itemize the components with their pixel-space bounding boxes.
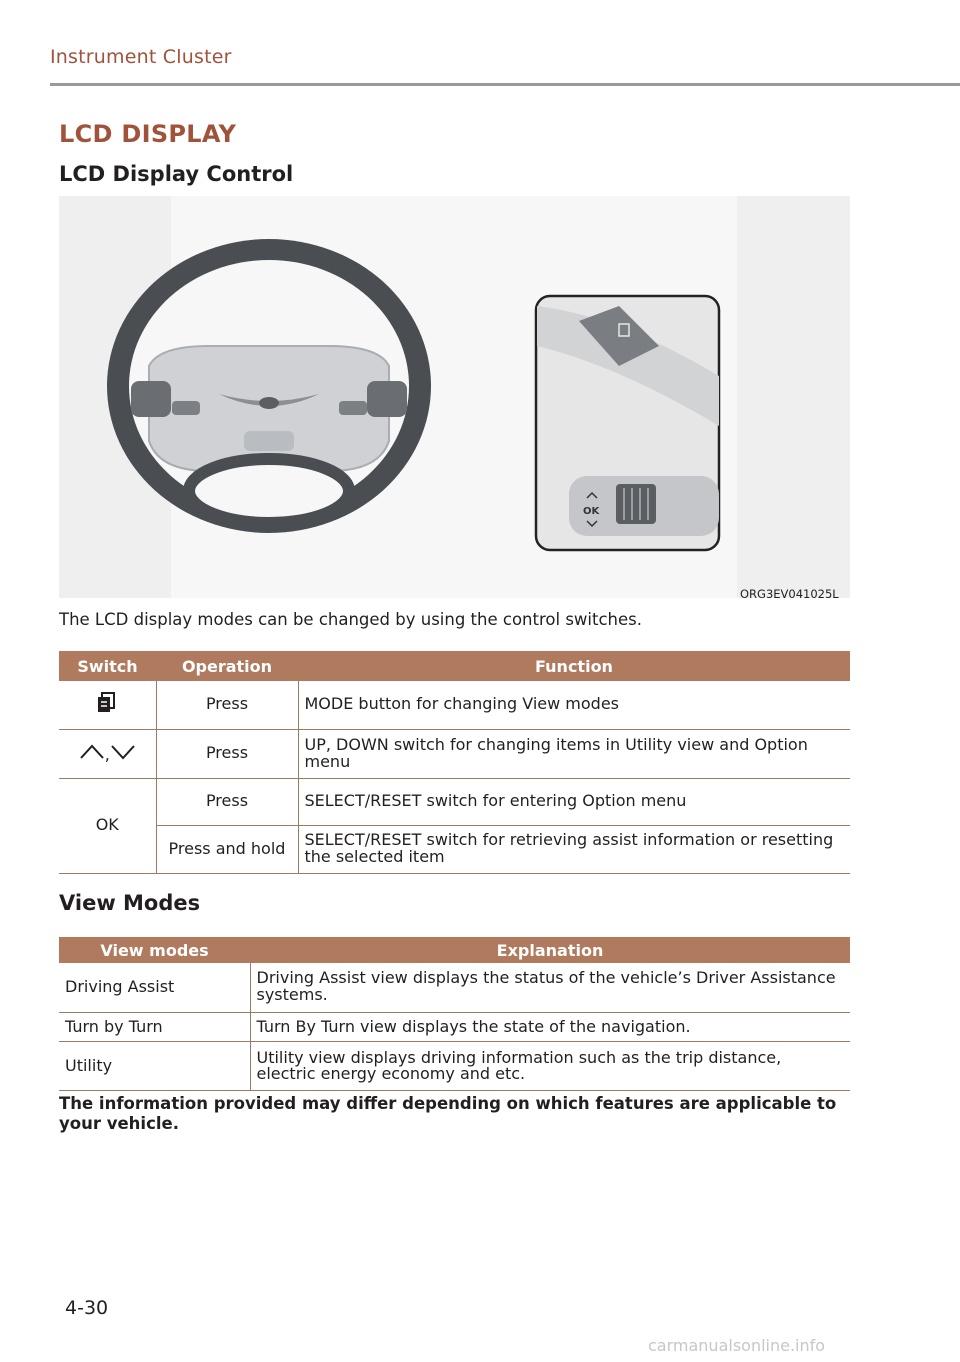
table-row <box>59 778 850 825</box>
switch-cell <box>59 681 156 729</box>
header-function: Function <box>298 651 850 681</box>
header-operation: Operation <box>156 651 298 681</box>
function-cell: UP, DOWN switch for changing items in Utility view and Option menu <box>298 729 850 778</box>
steering-wheel-figure <box>59 196 850 598</box>
header-divider <box>50 83 960 86</box>
figure-caption: ORG3EV041025L <box>740 587 839 601</box>
view-mode-explanation: Driving Assist view displays the status of the vehicle’s Driver Assistance systems. <box>250 963 850 1012</box>
switch-separator: , <box>104 744 110 764</box>
header-switch: Switch <box>59 651 156 681</box>
page-number: 4-30 <box>65 1297 109 1319</box>
section-title: LCD DISPLAY <box>59 120 237 148</box>
table-row <box>59 825 850 873</box>
function-cell: MODE button for changing View modes <box>298 681 850 729</box>
view-mode-name: Turn by Turn <box>59 1012 250 1042</box>
view-modes-header <box>59 937 850 963</box>
table-row <box>59 681 850 729</box>
switch-table <box>59 651 850 874</box>
header-explanation: Explanation <box>250 937 850 963</box>
subsection-title-control: LCD Display Control <box>59 162 294 186</box>
table-row <box>59 1012 850 1042</box>
view-mode-name: Driving Assist <box>59 963 250 1012</box>
table-row <box>59 729 850 778</box>
header-view-modes: View modes <box>59 937 250 963</box>
function-cell: SELECT/RESET switch for retrieving assist information or resetting the selected item <box>298 825 850 873</box>
watermark: carmanualsonline.info <box>648 1336 826 1355</box>
operation-cell: Press <box>156 778 298 825</box>
operation-cell: Press and hold <box>156 825 298 873</box>
function-cell: SELECT/RESET switch for entering Option menu <box>298 778 850 825</box>
switch-table-header <box>59 651 850 681</box>
chevron-down-icon <box>110 744 136 760</box>
running-header: Instrument Cluster <box>50 46 232 68</box>
applicability-note: The information provided may differ depending on which features are applicable to your vehicle. <box>59 1094 837 1133</box>
view-mode-name: Utility <box>59 1042 250 1091</box>
inset-ok-label: OK <box>583 506 600 517</box>
intro-paragraph: The LCD display modes can be changed by using the control switches. <box>59 610 642 629</box>
operation-cell: Press <box>156 681 298 729</box>
chevron-up-icon <box>79 744 105 760</box>
view-modes-table <box>59 937 850 1091</box>
switch-cell-ok: OK <box>59 778 156 873</box>
view-mode-explanation: Utility view displays driving information such as the trip distance, electric energy economy and etc. <box>250 1042 850 1091</box>
table-row <box>59 963 850 1012</box>
operation-cell: Press <box>156 729 298 778</box>
view-mode-explanation: Turn By Turn view displays the state of the navigation. <box>250 1012 850 1042</box>
switch-cell <box>59 729 156 778</box>
subsection-title-view-modes: View Modes <box>59 891 201 915</box>
mode-icon <box>97 692 117 714</box>
table-row <box>59 1042 850 1091</box>
